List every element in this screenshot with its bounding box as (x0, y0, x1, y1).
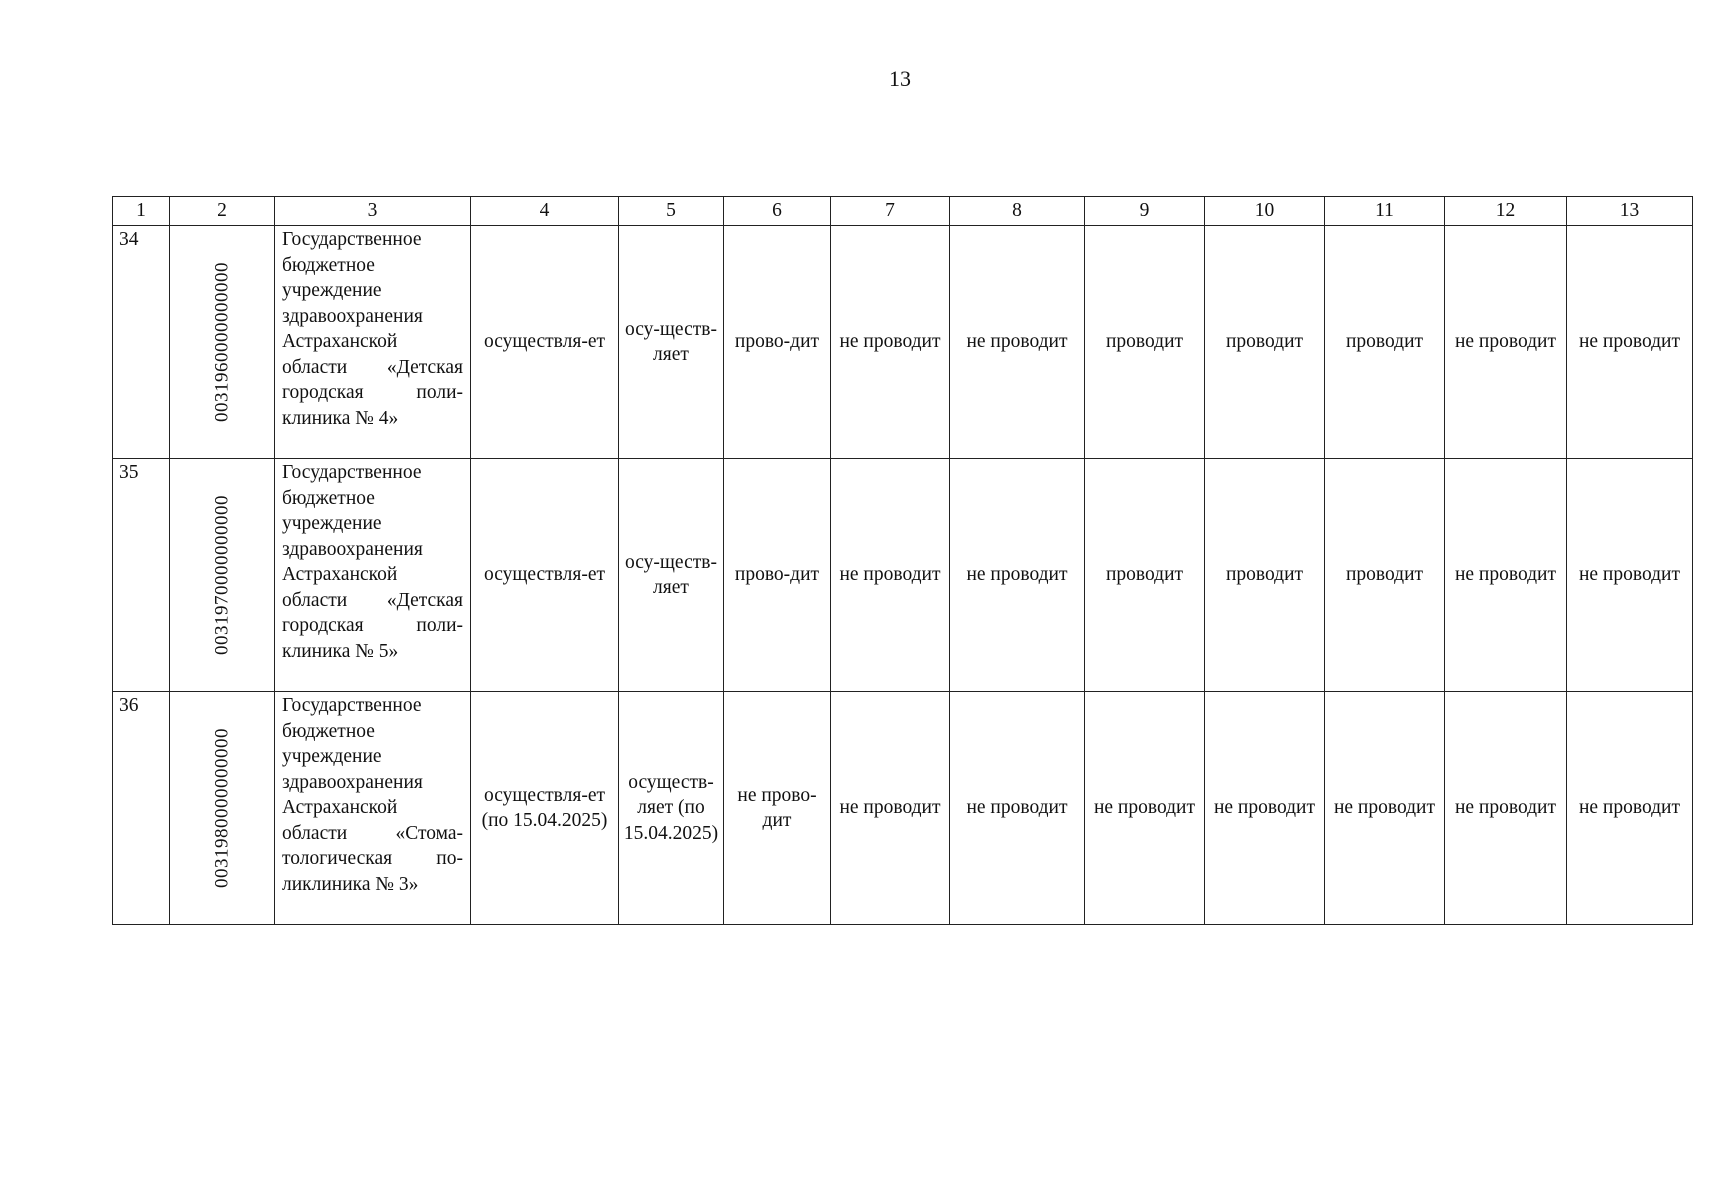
cell-col-9: проводит (1085, 459, 1205, 692)
cell-col-7: не проводит (831, 226, 950, 459)
cell-col-6: не прово-дит (724, 692, 831, 925)
cell-col-10: проводит (1205, 226, 1325, 459)
table-row (113, 459, 1693, 692)
registry-code: 0031970000000000 (211, 495, 233, 655)
registry-code: 0031960000000000 (211, 262, 233, 422)
cell-col-4: осуществля-ет (471, 459, 619, 692)
cell-col-6: прово-дит (724, 226, 831, 459)
column-header: 8 (950, 197, 1085, 226)
column-header: 4 (471, 197, 619, 226)
cell-col-8: не проводит (950, 692, 1085, 925)
column-header: 2 (170, 197, 275, 226)
cell-col-5: осу-ществ-ляет (619, 226, 724, 459)
cell-col-11: проводит (1325, 226, 1445, 459)
column-header: 1 (113, 197, 170, 226)
column-header: 12 (1445, 197, 1567, 226)
cell-col-13: не проводит (1567, 692, 1693, 925)
registry-code: 0031980000000000 (211, 728, 233, 888)
row-number: 34 (113, 226, 170, 459)
cell-col-11: проводит (1325, 459, 1445, 692)
column-header: 7 (831, 197, 950, 226)
cell-col-7: не проводит (831, 692, 950, 925)
cell-col-10: проводит (1205, 459, 1325, 692)
organizations-table (112, 196, 1693, 925)
column-header: 10 (1205, 197, 1325, 226)
organization-name: Государственное бюджетное учреждение здравоохранения Астраханской области «Детская городская поли-клиника № 4» (275, 226, 471, 459)
cell-col-12: не проводит (1445, 692, 1567, 925)
registry-code-cell (170, 692, 275, 925)
column-header: 9 (1085, 197, 1205, 226)
column-header: 13 (1567, 197, 1693, 226)
cell-col-12: не проводит (1445, 226, 1567, 459)
cell-col-4: осуществля-ет (471, 226, 619, 459)
column-header: 11 (1325, 197, 1445, 226)
page-number: 13 (889, 66, 911, 91)
cell-col-5: осуществ-ляет (по 15.04.2025) (619, 692, 724, 925)
cell-col-8: не проводит (950, 459, 1085, 692)
cell-col-13: не проводит (1567, 226, 1693, 459)
cell-col-8: не проводит (950, 226, 1085, 459)
cell-col-9: проводит (1085, 226, 1205, 459)
organization-name: Государственное бюджетное учреждение здравоохранения Астраханской области «Стома-тологическая по-ликлиника № 3» (275, 692, 471, 925)
row-number: 35 (113, 459, 170, 692)
cell-col-4: осуществля-ет (по 15.04.2025) (471, 692, 619, 925)
row-number: 36 (113, 692, 170, 925)
registry-code-cell (170, 459, 275, 692)
cell-col-5: осу-ществ-ляет (619, 459, 724, 692)
organization-name: Государственное бюджетное учреждение здравоохранения Астраханской области «Детская городская поли-клиника № 5» (275, 459, 471, 692)
column-header: 3 (275, 197, 471, 226)
cell-col-7: не проводит (831, 459, 950, 692)
table-row (113, 692, 1693, 925)
registry-code-cell (170, 226, 275, 459)
cell-col-13: не проводит (1567, 459, 1693, 692)
cell-col-11: не проводит (1325, 692, 1445, 925)
column-header: 6 (724, 197, 831, 226)
column-header: 5 (619, 197, 724, 226)
cell-col-9: не проводит (1085, 692, 1205, 925)
cell-col-10: не проводит (1205, 692, 1325, 925)
table-row (113, 226, 1693, 459)
cell-col-6: прово-дит (724, 459, 831, 692)
cell-col-12: не проводит (1445, 459, 1567, 692)
column-header-row (113, 197, 1693, 226)
